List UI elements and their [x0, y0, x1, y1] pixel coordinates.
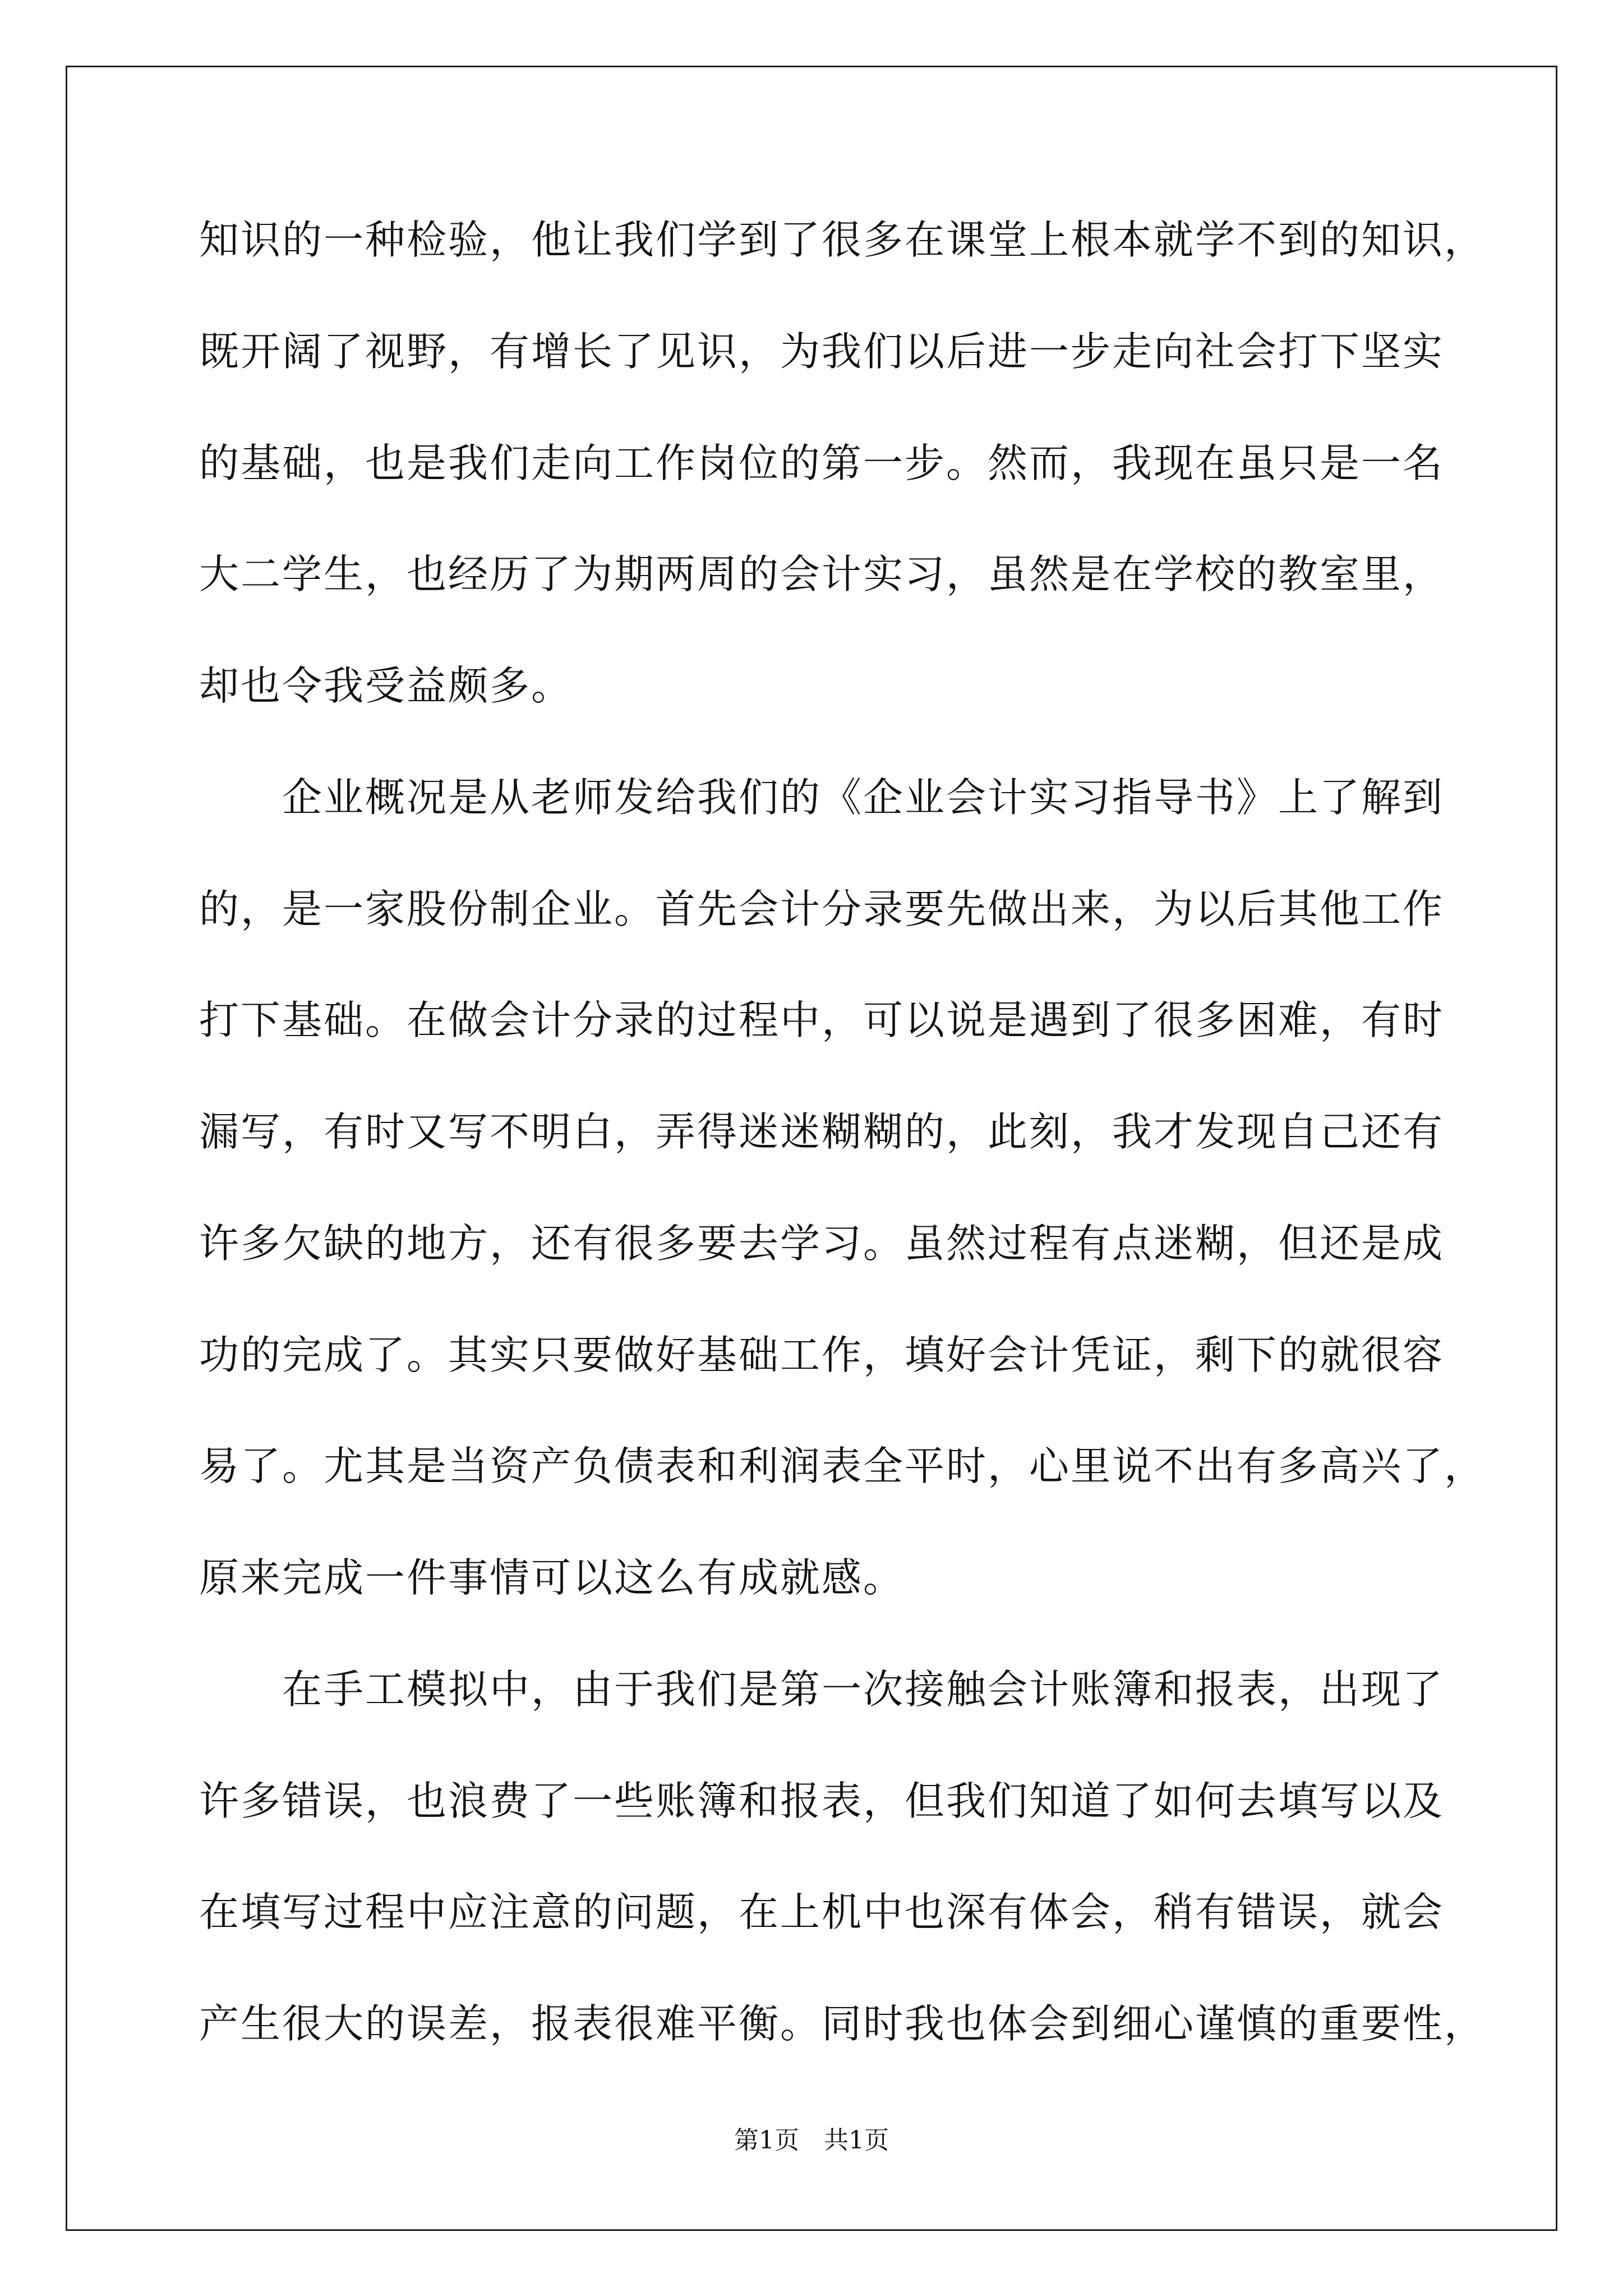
text-line: 功的完成了。其实只要做好基础工作，填好会计凭证，剩下的就很容 — [199, 1332, 1445, 1378]
text-line: 易了。尤其是当资产负债表和利润表全平时，心里说不出有多高兴了， — [199, 1443, 1486, 1489]
text-line: 许多欠缺的地方，还有很多要去学习。虽然过程有点迷糊，但还是成 — [199, 1220, 1445, 1267]
text-line: 产生很大的误差，报表很难平衡。同时我也体会到细心谨慎的重要性， — [199, 2000, 1486, 2047]
text-line: 企业概况是从老师发给我们的《企业会计实习指导书》上了解到 — [199, 774, 1445, 821]
text-line: 却也令我受益颇多。 — [199, 662, 573, 709]
text-line: 既开阔了视野，有增长了见识，为我们以后进一步走向社会打下坚实 — [199, 328, 1445, 375]
text-line: 的基础，也是我们走向工作岗位的第一步。然而，我现在虽只是一名 — [199, 440, 1445, 486]
text-line: 打下基础。在做会计分录的过程中，可以说是遇到了很多困难，有时 — [199, 997, 1445, 1043]
text-line: 的，是一家股份制企业。首先会计分录要先做出来，为以后其他工作 — [199, 886, 1445, 932]
text-line: 在手工模拟中，由于我们是第一次接触会计账簿和报表，出现了 — [199, 1666, 1445, 1713]
text-line: 原来完成一件事情可以这么有成就感。 — [199, 1554, 905, 1601]
page-footer: 第1页 共1页 — [734, 2126, 889, 2155]
text-line: 知识的一种检验，他让我们学到了很多在课堂上根本就学不到的知识， — [199, 217, 1486, 263]
text-line: 漏写，有时又写不明白，弄得迷迷糊糊的，此刻，我才发现自己还有 — [199, 1108, 1445, 1155]
text-line: 大二学生，也经历了为期两周的会计实习，虽然是在学校的教室里， — [199, 551, 1445, 597]
text-line: 许多错误，也浪费了一些账簿和报表，但我们知道了如何去填写以及 — [199, 1778, 1445, 1824]
text-line: 在填写过程中应注意的问题，在上机中也深有体会，稍有错误，就会 — [199, 1889, 1445, 1935]
